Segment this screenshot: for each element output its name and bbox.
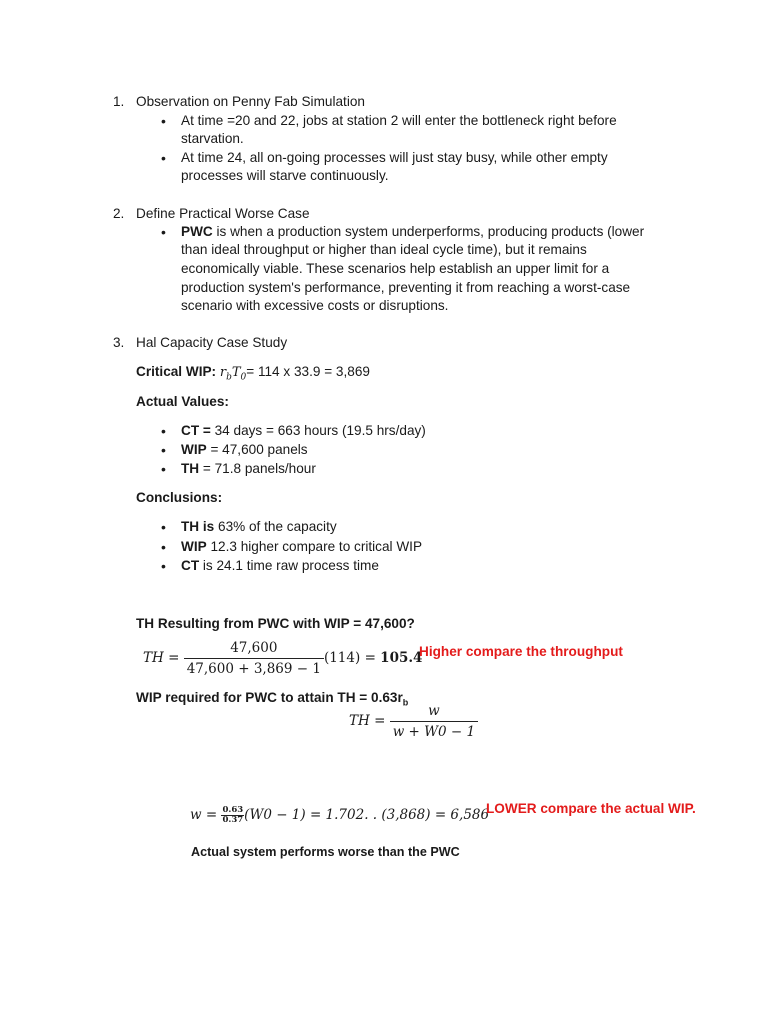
conclusion-item: CT is 24.1 time raw process time — [181, 558, 379, 573]
bullet-marker — [161, 422, 171, 441]
pwc-definition-line: production system's performance, preventing it from reaching a worst-case — [181, 280, 631, 295]
conclusion-item: TH is 63% of the capacity — [181, 519, 337, 534]
bullet-marker — [161, 460, 171, 479]
small-fraction: $\frac{0.63}{0.37}$ — [222, 805, 244, 825]
pwc-definition-line: than ideal throughput or higher than ideal cycle time), but it remains — [181, 242, 587, 257]
section-title-3: Hal Capacity Case Study — [136, 335, 288, 350]
bullet-marker — [161, 149, 171, 168]
wip-required-heading: WIP required for PWC to attain TH = $0.63r_b$ — [136, 690, 409, 708]
pwc-conclusion: Actual system performs worse than the PWC — [191, 845, 460, 859]
bullet-marker — [161, 518, 171, 537]
section-title-2: Define Practical Worse Case — [136, 206, 310, 221]
th-pwc-heading: TH Resulting from PWC with WIP = 47,600? — [136, 616, 415, 631]
bullet-text-line: At time 24, all on-going processes will just stay busy, while other empty — [181, 150, 608, 165]
section-title-1: Observation on Penny Fab Simulation — [136, 94, 365, 109]
pwc-definition-line: scenario with excessive costs or disruptions. — [181, 298, 449, 313]
bullet-marker — [161, 112, 171, 131]
actual-value-item: TH = 71.8 panels/hour — [181, 461, 316, 476]
bullet-marker — [161, 441, 171, 460]
critical-wip-line: Critical WIP: $r_bT_0= 114$ x 33.9 = 3,869 — [136, 364, 370, 383]
section-number-2: 2. — [113, 206, 125, 221]
bullet-text-line: At time =20 and 22, jobs at station 2 will enter the bottleneck right before — [181, 113, 617, 128]
wip-solution-equation: w = $\frac{0.63}{0.37}$ (W0 − 1) = 1.702. . (3,868) = 6,586 — [190, 805, 490, 825]
wip-note: LOWER compare the actual WIP. — [486, 801, 696, 816]
throughput-note: Higher compare the throughput — [419, 644, 623, 659]
pwc-term: PWC — [181, 224, 213, 239]
conclusions-heading: Conclusions: — [136, 490, 223, 505]
section-number-1: 1. — [113, 94, 125, 109]
actual-value-item: WIP = 47,600 panels — [181, 442, 308, 457]
bullet-text-line: processes will starve continuously. — [181, 168, 389, 183]
th-pwc-equation: TH = $\frac{47,600}{47,600 + 3,869 - 1}$ (114) = 105.4 — [143, 640, 423, 677]
critical-wip-label: Critical WIP: — [136, 364, 217, 379]
bullet-marker — [161, 557, 171, 576]
bullet-text-line: starvation. — [181, 131, 244, 146]
th-pwc-result: 105.4 — [380, 650, 423, 666]
conclusion-item: WIP 12.3 higher compare to critical WIP — [181, 539, 423, 554]
actual-values-heading: Actual Values: — [136, 394, 229, 409]
pwc-definition-line: economically viable. These scenarios help establish an upper limit for a — [181, 261, 610, 276]
bullet-marker — [161, 223, 171, 242]
th-formula-fraction: $\frac{w}{w + W0 - 1}$ — [390, 703, 478, 740]
bullet-marker — [161, 538, 171, 557]
actual-value-item: CT = 34 days = 663 hours (19.5 hrs/day) — [181, 423, 426, 438]
th-pwc-fraction: $\frac{47,600}{47,600 + 3,869 - 1}$ — [184, 640, 324, 677]
pwc-definition-line: PWC is when a production system underperforms, producing products (lower — [181, 224, 645, 239]
th-formula: TH = $\frac{w}{w + W0 - 1}$ — [349, 703, 478, 740]
critical-wip-expr: = 114 x 33.9 = 3,869 — [246, 364, 370, 379]
section-number-3: 3. — [113, 335, 125, 350]
